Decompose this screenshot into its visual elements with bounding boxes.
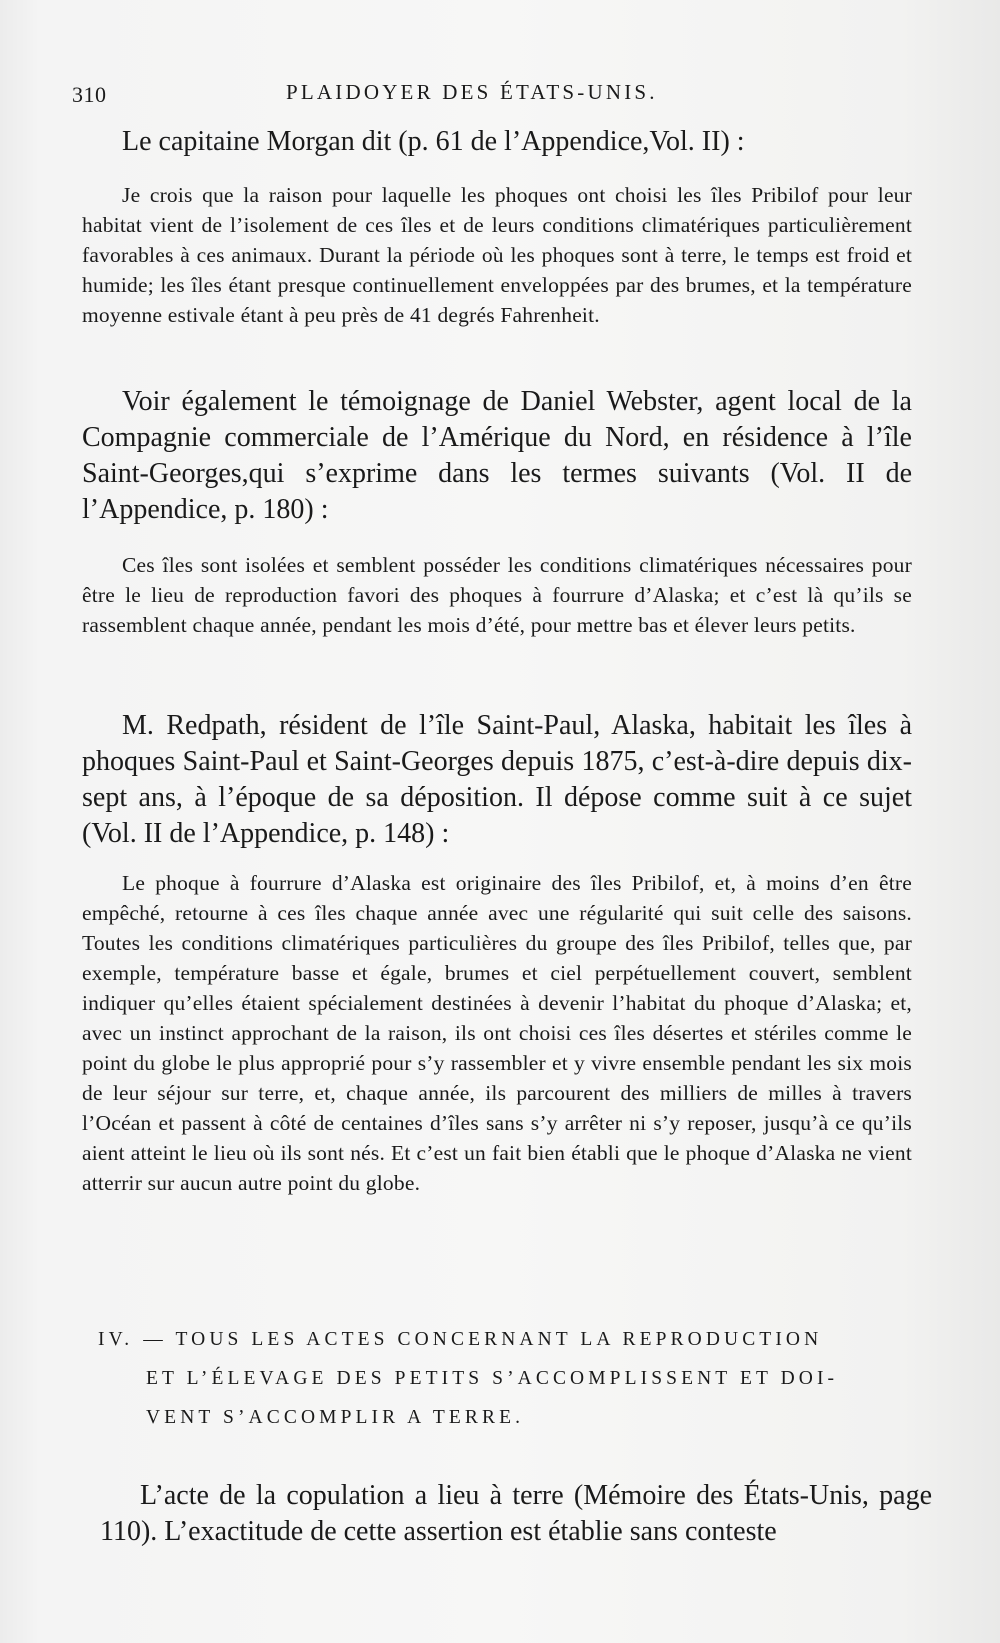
quote-webster: Ces îles sont isolées et semblent posséder les conditions climatériques nécessaires pour être le lieu de reproduction favori des phoques à fourrure d’Alaska; et c’est là qu’ils se rassemblent chaque année, pendant les mois d’été, pour mettre bas et élever leurs petits. [82, 553, 912, 637]
quote-redpath: Le phoque à fourrure d’Alaska est originaire des îles Pribilof, et, à moins d’en être empêché, retourne à ces îles chaque année avec une régularité qui suit celle des saisons. Toutes les conditions climatériques particulières du groupe des îles Pribilof, telles que, par exemple, température basse et égale, brumes et ciel perpétuellement couvert, semblent indiquer qu’elles étaient spécialement destinées à devenir l’habitat du phoque d’Alaska; et, avec un instinct approchant de la raison, ils ont choisi ces îles désertes et stériles comme le point du globe le plus approprié pour s’y rassembler et y vivre ensemble pendant les six mois de leur séjour sur terre, et, chaque année, ils parcourent des milliers de milles à travers l’Océan et passent à côté de centaines d’îles sans s’y arrêter ni s’y reposer, jusqu’à ce qu’ils aient atteint le lieu où ils sont nés. Et c’est un fait bien établi que le phoque d’Alaska ne vient atterrir sur aucun autre point du globe. [82, 871, 912, 1195]
page-number: 310 [72, 82, 107, 107]
intro-paragraph: Le capitaine Morgan dit (p. 61 de l’Appendice,Vol. II) : [122, 126, 745, 157]
paragraph-webster: Voir également le témoignage de Daniel Webster, agent local de la Compagnie commerciale de l’Amérique du Nord, en résidence à l’île Saint-Georges,qui s’exprime dans les termes suivants (Vol. II de l’Appendice, p. 180) : [82, 386, 912, 525]
section-heading [98, 1320, 928, 1437]
paragraph-redpath: M. Redpath, résident de l’île Saint-Paul, Alaska, habitait les îles à phoques Saint-Paul et Saint-Georges depuis 1875, c’est-à-dire depuis dix-sept ans, à l’époque de sa déposition. Il dépose comme suit à ce sujet (Vol. II de l’Appendice, p. 148) : [82, 710, 912, 849]
section-heading-line-1 [98, 1320, 928, 1359]
section-numeral: IV. [98, 1329, 134, 1350]
section-heading-text-1: — TOUS LES ACTES CONCERNANT LA REPRODUCTION [143, 1329, 823, 1350]
section-heading-line-2: ET L’ÉLEVAGE DES PETITS S’ACCOMPLISSENT ET DOI- [146, 1368, 839, 1389]
paragraph-copulation: L’acte de la copulation a lieu à terre (Mémoire des États-Unis, page 110). L’exactitude de cette assertion est établie sans conteste [100, 1480, 932, 1547]
running-title: PLAIDOYER DES ÉTATS-UNIS. [286, 80, 658, 104]
quote-morgan: Je crois que la raison pour laquelle les phoques ont choisi les îles Pribilof pour leur habitat vient de l’isolement de ces îles et de leurs conditions climatériques particulièrement favorables à ces animaux. Durant la période où les phoques sont à terre, le temps est froid et humide; les îles étant presque continuellement enveloppées par des brumes, et la température moyenne estivale étant à peu près de 41 degrés Fahrenheit. [82, 183, 912, 327]
section-heading-line-3: VENT S’ACCOMPLIR A TERRE. [146, 1407, 525, 1428]
